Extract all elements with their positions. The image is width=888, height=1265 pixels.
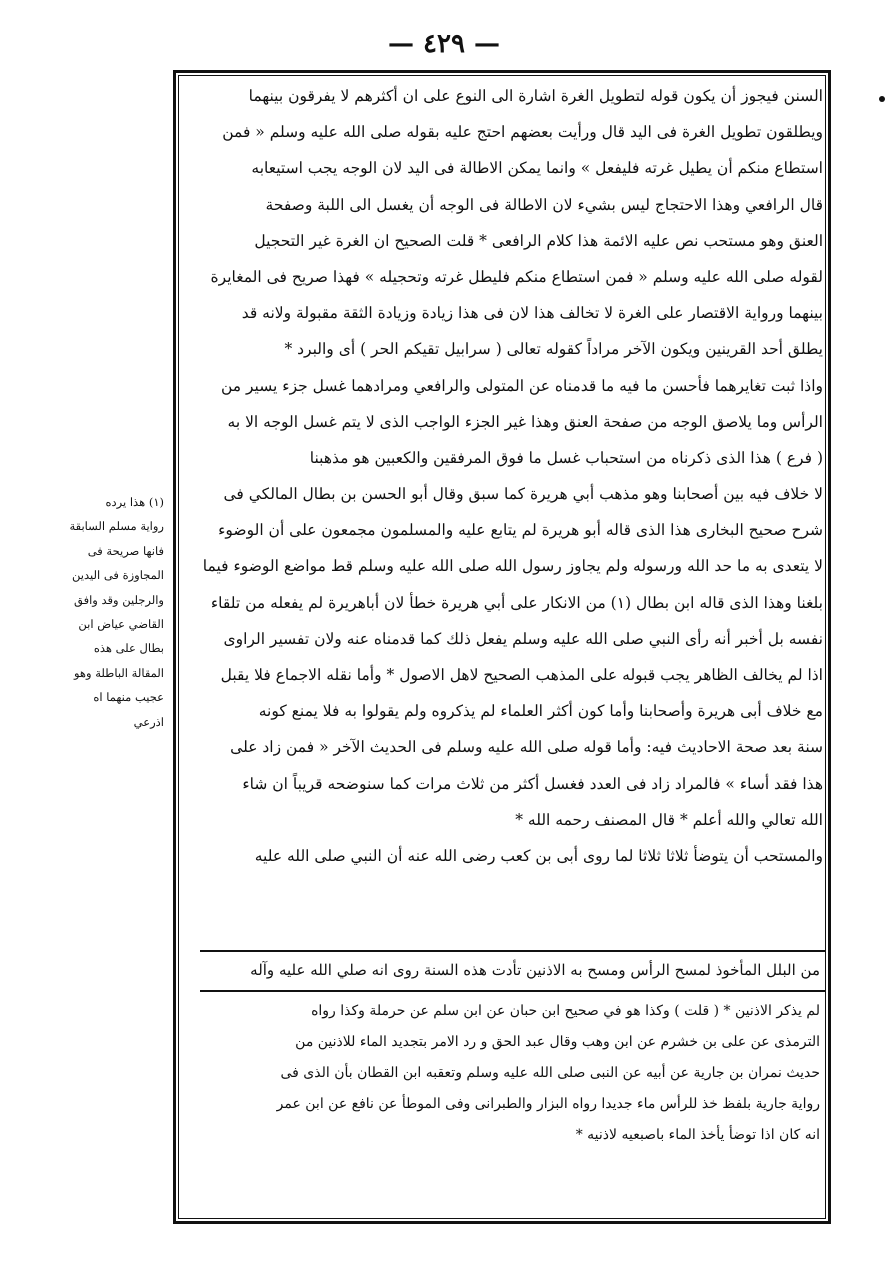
margin-note-line: رواية مسلم السابقة [69,519,164,534]
margin-note-line: المقالة الباطلة وهو [73,665,164,680]
margin-note-line: والرجلين وقد وافق [74,592,164,607]
main-text-line: والمستحب أن يتوضأ ثلاثا ثلاثا لما روى أبى بن كعب رضى الله عنه أن النبي صلى الله عليه [254,846,823,865]
main-text-line: لقوله صلى الله عليه وسلم « فمن استطاع منكم فليطل غرته وتحجيله » فهذا صريح فى المغايرة [210,267,823,286]
margin-note-line: بطال على هذه [93,641,164,656]
main-text-line: مع خلاف أبى هريرة وأصحابنا وأما كون أكثر العلماء لم يذكروه ولم يقولوا به فلا يمنع كونه [258,702,823,721]
main-text-line: بينهما ورواية الاقتصار على الغرة لا تخالف هذا لان فى هذا زيادة وزيادة الثقة مقبولة ولانه قد [241,304,823,323]
main-text-line: لا خلاف فيه بين أصحابنا وهو مذهب أبي هريرة كما سبق وقال أبو الحسن بن بطال المالكي فى [223,485,823,504]
footnote-divider-bottom [200,990,825,992]
main-text-line: السنن فيجوز أن يكون قوله لتطويل الغرة اشارة الى النوع على ان أكثرهم لا يفرقون بينهما [248,87,823,105]
footnote-line: رواية جارية بلفظ خذ للرأس ماء جديدا رواه البزار والطبرانى وفى الموطأ عن نافع عن ابن عمر [276,1096,820,1112]
margin-note-line: عجيب منهما اه [93,690,164,705]
margin-note-line: المجاوزة فى اليدين [72,568,164,583]
margin-note-line: اذرعي [133,714,164,729]
main-text-line: الرأس وما يلاصق الوجه من صفحة العنق وهذا غير الجزء الواجب الذى لا يتم غسل الوجه الا به [227,412,823,431]
main-text-line: استطاع منكم أن يطيل غرته فليفعل » وانما يمكن الاطالة فى اليد لان الوجه يجب استيعابه [251,159,823,178]
main-text-line: الله تعالي والله أعلم * قال المصنف رحمه الله * [515,810,823,829]
margin-note [52,490,164,750]
main-text-line: واذا ثبت تغايرهما فأحسن ما فيه ما قدمناه عن المتولى والرافعي ومرادهما غسل جزء يسير من [220,376,823,395]
main-text-line: لا يتعدى به ما حد الله ورسوله ولم يجاوز رسول الله صلى الله عليه وسلم قط مواضع الوضوء فيما [202,557,823,576]
main-text-line: يطلق أحد القرينين ويكون الآخر مراداً كقوله تعالى ( سرابيل تقيكم الحر ) أى والبرد * [284,340,823,359]
main-text-line: نفسه بل أخبر أنه رأى النبي صلى الله عليه وسلم يفعل ذلك كما قدمناه عنه ولان تفسير الراوى [223,629,823,648]
main-text-line: اذا لم يخالف الظاهر يجب قبوله على المذهب الصحيح لاهل الاصول * وأما نقله الاجماع فلا يقبل [220,666,823,684]
footnote-block [190,996,820,1196]
main-text-line: العنق وهو مستحب نص عليه الائمة هذا كلام الرافعى * قلت الصحيح ان الغرة غير التحجيل [254,231,823,250]
footnote-line: لم يذكر الاذنين * ( قلت ) وكذا هو في صحيح ابن حبان عن ابن سلم عن حرملة وكذا رواه [311,1003,820,1019]
margin-note-line: القاضي عياض ابن [78,616,164,631]
main-text-line: ويطلقون تطويل الغرة فى اليد قال ورأيت بعضهم احتج عليه بقوله صلى الله عليه وسلم « فمن [222,123,823,142]
page-number: — ٤٢٩ — [387,29,501,59]
main-text-line: بلغنا وهذا الذى قاله ابن بطال (١) من الانكار على أبي هريرة خطأ لان أباهريرة لم يفعله من تلقاء [210,593,823,612]
footnote-line: الترمذى عن على بن خشرم عن ابن وهب وقال عبد الحق و رد الامر بتجديد الماء للاذنين من [295,1034,820,1050]
margin-note-line: (١) هذا يرده [105,495,164,509]
footnote-line: انه كان اذا توضأ يأخذ الماء باصبعيه لاذنيه * [575,1127,820,1143]
margin-note-line: فانها صريحة فى [87,543,164,558]
main-text-line: شرح صحيح البخارى هذا الذى قاله أبو هريرة لم يتابع عليه والمسلمون مجمعون على أن الوضوء [218,521,823,540]
main-text-line: سنة بعد صحة الاحاديث فيه: وأما قوله صلى الله عليه وسلم فى الحديث الآخر « فمن زاد على [230,738,823,757]
footnote-line: حديث نمران بن جارية عن أبيه عن النبى صلى الله عليه وسلم وتعقبه ابن القطان بأن الذى فى [280,1065,820,1081]
main-text-line: قال الرافعي وهذا الاحتجاج ليس بشيء لان الاطالة فى الوجه أن يغسل الى اللبة وصفحة [265,195,823,214]
main-text-block [183,78,823,950]
main-text-line: ( فرع ) هذا الذى ذكرناه من استحباب غسل ما فوق المرفقين والكعبين هو مذهبنا [309,448,823,467]
scan-mark [879,96,885,102]
main-text-line: هذا فقد أساء » فالمراد زاد فى العدد فغسل أكثر من ثلاث مرات كما سنوضحه قريباً ان شاء [242,774,823,793]
footnote-header-line: من البلل المأخوذ لمسح الرأس ومسح به الاذنين تأدت هذه السنة روى انه صلي الله عليه وآله [250,961,820,979]
